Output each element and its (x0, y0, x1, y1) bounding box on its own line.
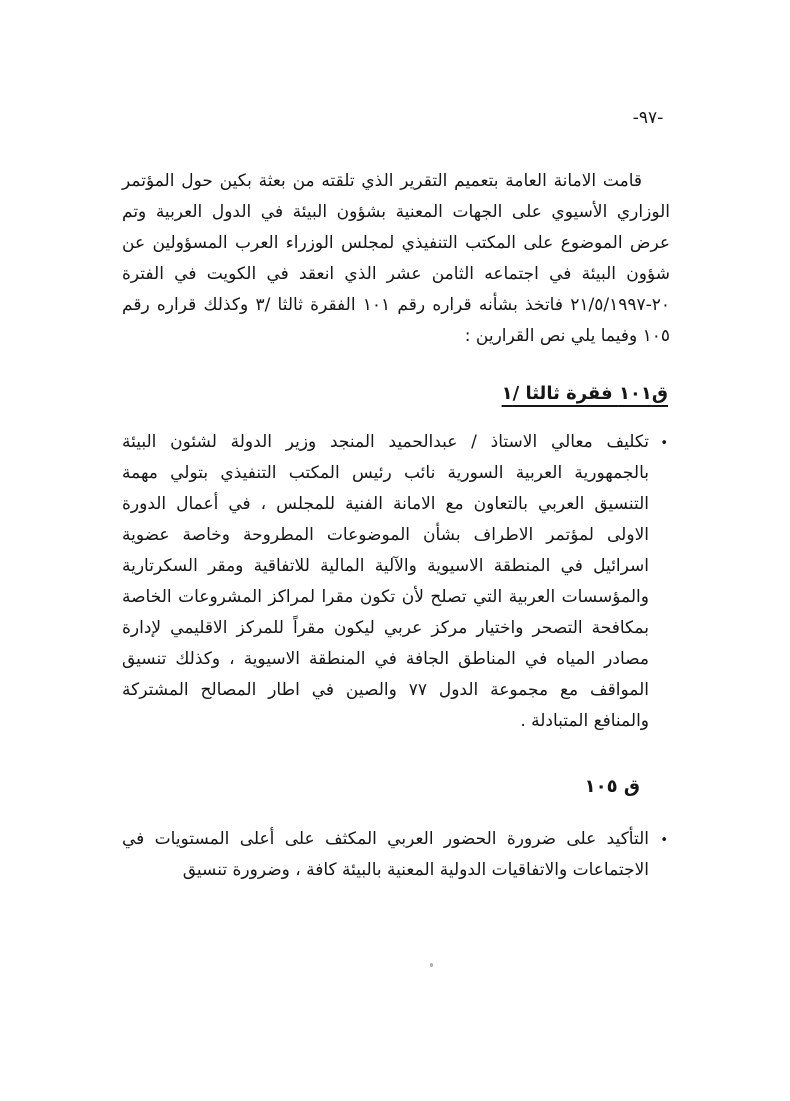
decision-105-bullet-item (122, 824, 670, 886)
intro-paragraph: قامت الامانة العامة بتعميم التقرير الذي تلقته من بعثة بكين حول المؤتمر الوزاري الأسيوي على الجهات المعنية بشؤون البيئة في الدول العربية وتم عرض الموضوع على المكتب التنفيذي لمجلس الوزراء العرب المسؤولين عن شؤون البيئة في اجتماعه الثامن عشر الذي انعقد في الكويت في الفترة ٢٠-٢١/٥/١٩٩٧ فاتخذ بشأنه قراره رقم ١٠١ الفقرة ثالثا /٣ وكذلك قراره رقم ١٠٥ وفيما يلي نص القرارين : (122, 171, 670, 346)
decision-105-text: التأكيد على ضرورة الحضور العربي المكثف على أعلى المستويات في الاجتماعات والاتفاقيات الدولية المعنية بالبيئة كافة ، وضرورة تنسيق (122, 829, 649, 880)
decision-101-heading: ق١٠١ فقرة ثالثا /١ (501, 383, 668, 404)
decision-105-heading: ق ١٠٥ (584, 776, 640, 797)
page-number: -٩٧- (632, 108, 664, 128)
bullet-icon: • (660, 833, 668, 848)
decision-101-bullet-item (122, 427, 670, 737)
decision-101-text: تكليف معالي الاستاذ / عبدالحميد المنجد وزير الدولة لشئون البيئة بالجمهورية العربية السورية نائب رئيس المكتب التنفيذي بتولي مهمة التنسيق العربي بالتعاون مع الامانة الفنية للمجلس ، في أعمال الدورة الاولى لمؤتمر الاطراف بشأن الموضوعات المطروحة وخاصة عضوية اسرائيل في المنطقة الاسيوية والآلية المالية للاتفاقية ومقر السكرتارية والمؤسسات العربية التي تصلح لأن تكون مقرا لمراكز المشروعات الخاصة بمكافحة التصحر واختيار مركز عربي ليكون مقراً للمركز الاقليمي لإدارة مصادر المياه في المناطق الجافة في المنطقة الاسيوية ، وكذلك تنسيق المواقف مع مجموعة الدول ٧٧ والصين في اطار المصالح المشتركة والمنافع المتبادلة . (122, 432, 649, 731)
document-body (122, 166, 670, 886)
scan-speck (430, 963, 433, 967)
bullet-icon: • (660, 436, 668, 451)
